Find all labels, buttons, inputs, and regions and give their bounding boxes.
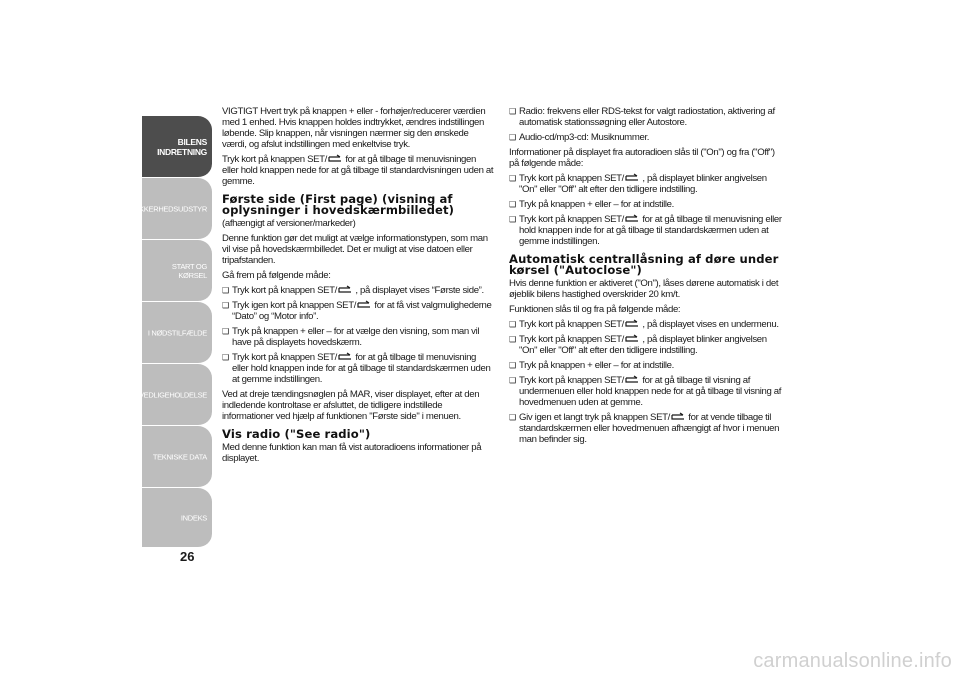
set-return-icon: [338, 285, 352, 294]
section-heading-autoclose: Automatisk centrallåsning af døre under kørsel ("Autoclose"): [509, 252, 779, 277]
set-return-icon: [625, 319, 639, 328]
set-return-icon: [671, 412, 685, 421]
paragraph: Med denne funktion kan man få vist autoradioens informationer på displayet.: [222, 442, 482, 464]
set-return-icon: [625, 173, 639, 182]
list-item: ❑ Tryk kort på knappen SET/ for at gå tilbage til visning af undermenuen eller hold knappen nede for at gå tilbage til visning af hovedmenuen uden at gemme.: [509, 375, 785, 408]
tab-tekniske-data[interactable]: [142, 426, 212, 488]
tab-vedligeholdelse[interactable]: [138, 364, 212, 426]
set-return-icon: [338, 352, 352, 361]
tab-label: BILENS INDRETNING: [157, 136, 207, 157]
list-item: ❑ Tryk kort på knappen SET/ , på displayet blinker angivelsen "On" eller "Off" alt efter den tidligere indstilling.: [509, 334, 785, 356]
list-item: ❑ Radio: frekvens eller RDS-tekst for valgt radiostation, aktivering af automatisk stationssøgning eller Autostore.: [509, 106, 785, 128]
paragraph: Denne funktion gør det muligt at vælge informationstypen, som man vil vise på hovedskærmbilledet. Det er muligt at vise datoen eller tripafstanden.: [222, 233, 488, 266]
paragraph: VIGTIGT Hvert tryk på knappen + eller - forhøjer/reducerer værdien med 1 enhed. Hvis knappen holdes indtrykket, ændres indstillingen løbende. Slip knappen, når visningen nærmer sig den ønskede værdi, og afslut indstillingen med enkeltvise tryk.: [222, 106, 486, 150]
tab-i-nodstilfaelde[interactable]: [142, 302, 212, 364]
set-return-icon: [625, 375, 639, 384]
left-column: [222, 106, 494, 468]
tab-label: SIKKERHEDSUDSTYR: [132, 204, 207, 213]
list-item: ❑ Tryk på knappen + eller – for at indstille.: [509, 199, 785, 210]
paragraph: Funktionen slås til og fra på følgende måde:: [509, 304, 681, 315]
set-return-icon: [357, 300, 371, 309]
list-item: ❑ Tryk på knappen + eller – for at vælge den visning, som man vil have på displayets hovedskærm.: [222, 326, 494, 348]
list-item: ❑ Tryk kort på knappen SET/ for at gå tilbage til menuvisning eller hold knappen inde for at gå tilbage til standardskærmen uden at gemme indstillingen.: [222, 352, 494, 385]
paragraph: Hvis denne funktion er aktiveret ("On"), låses dørene automatisk i det øjeblik bilens hastighed overskrider 20 km/t.: [509, 278, 779, 300]
list-item: ❑ Audio-cd/mp3-cd: Musiknummer.: [509, 132, 785, 143]
list-item: ❑ Tryk igen kort på knappen SET/ for at få vist valgmulighederne “Dato” og “Motor info”.: [222, 300, 494, 322]
paragraph: Gå frem på følgende måde:: [222, 270, 331, 281]
section-heading-first-page: Første side (First page) (visning af oplysninger i hovedskærmbilledet): [222, 192, 454, 217]
paragraph: Tryk kort på knappen SET/ for at gå tilbage til menuvisningen eller hold knappen nede for at gå tilbage til standardvisningen uden at gemme.: [222, 154, 494, 187]
tab-start-og-korsel[interactable]: [142, 240, 212, 302]
tab-bilens-indretning[interactable]: [142, 116, 212, 178]
watermark: carmanualsonline.info: [753, 650, 952, 672]
list-item: ❑ Tryk kort på knappen SET/ , på displayet vises “Første side”.: [222, 285, 494, 296]
tab-indeks[interactable]: [142, 488, 212, 548]
page-number: 26: [180, 549, 195, 564]
tab-label: VEDLIGEHOLDELSE: [138, 390, 207, 399]
paragraph: Informationer på displayet fra autoradioen slås til ("On") og fra ("Off") på følgende måde:: [509, 147, 775, 169]
tab-label: I NØDSTILFÆLDE: [147, 328, 207, 337]
chapter-tabs: [132, 116, 212, 548]
list-item: ❑ Tryk på knappen + eller – for at indstille.: [509, 360, 785, 371]
list-item: ❑ Tryk kort på knappen SET/ , på displayet vises en undermenu.: [509, 319, 785, 330]
tab-sikkerhedsudstyr[interactable]: [132, 178, 212, 240]
set-return-icon: [625, 334, 639, 343]
right-column: [509, 106, 785, 449]
list-item: ❑ Tryk kort på knappen SET/ , på displayet blinker angivelsen "On" eller "Off" alt efter den tidligere indstilling.: [509, 173, 785, 195]
list-item: ❑ Giv igen et langt tryk på knappen SET/ for at vende tilbage til standardskærmen eller hovedmenuen afhængigt af hvor i menuen man befinder sig.: [509, 412, 785, 445]
section-heading-see-radio: Vis radio ("See radio"): [222, 427, 371, 441]
list-item: ❑ Tryk kort på knappen SET/ for at gå tilbage til menuvisning eller hold knappen inde for at gå tilbage til standardskærmen uden at gemme indstillingen.: [509, 214, 785, 247]
set-return-icon: [625, 214, 639, 223]
tab-label: INDEKS: [180, 513, 207, 522]
paragraph: Ved at dreje tændingsnøglen på MAR, viser displayet, efter at den indledende kontroltase er afsluttet, de tidligere indstillede informationer ved hjælp af funktionen "Første side" i menuen.: [222, 389, 480, 422]
tab-label: TEKNISKE DATA: [152, 452, 207, 461]
tab-label: START OG KØRSEL: [171, 261, 207, 280]
section-subtitle: (afhængigt af versioner/markeder): [222, 218, 356, 229]
set-return-icon: [328, 154, 342, 163]
